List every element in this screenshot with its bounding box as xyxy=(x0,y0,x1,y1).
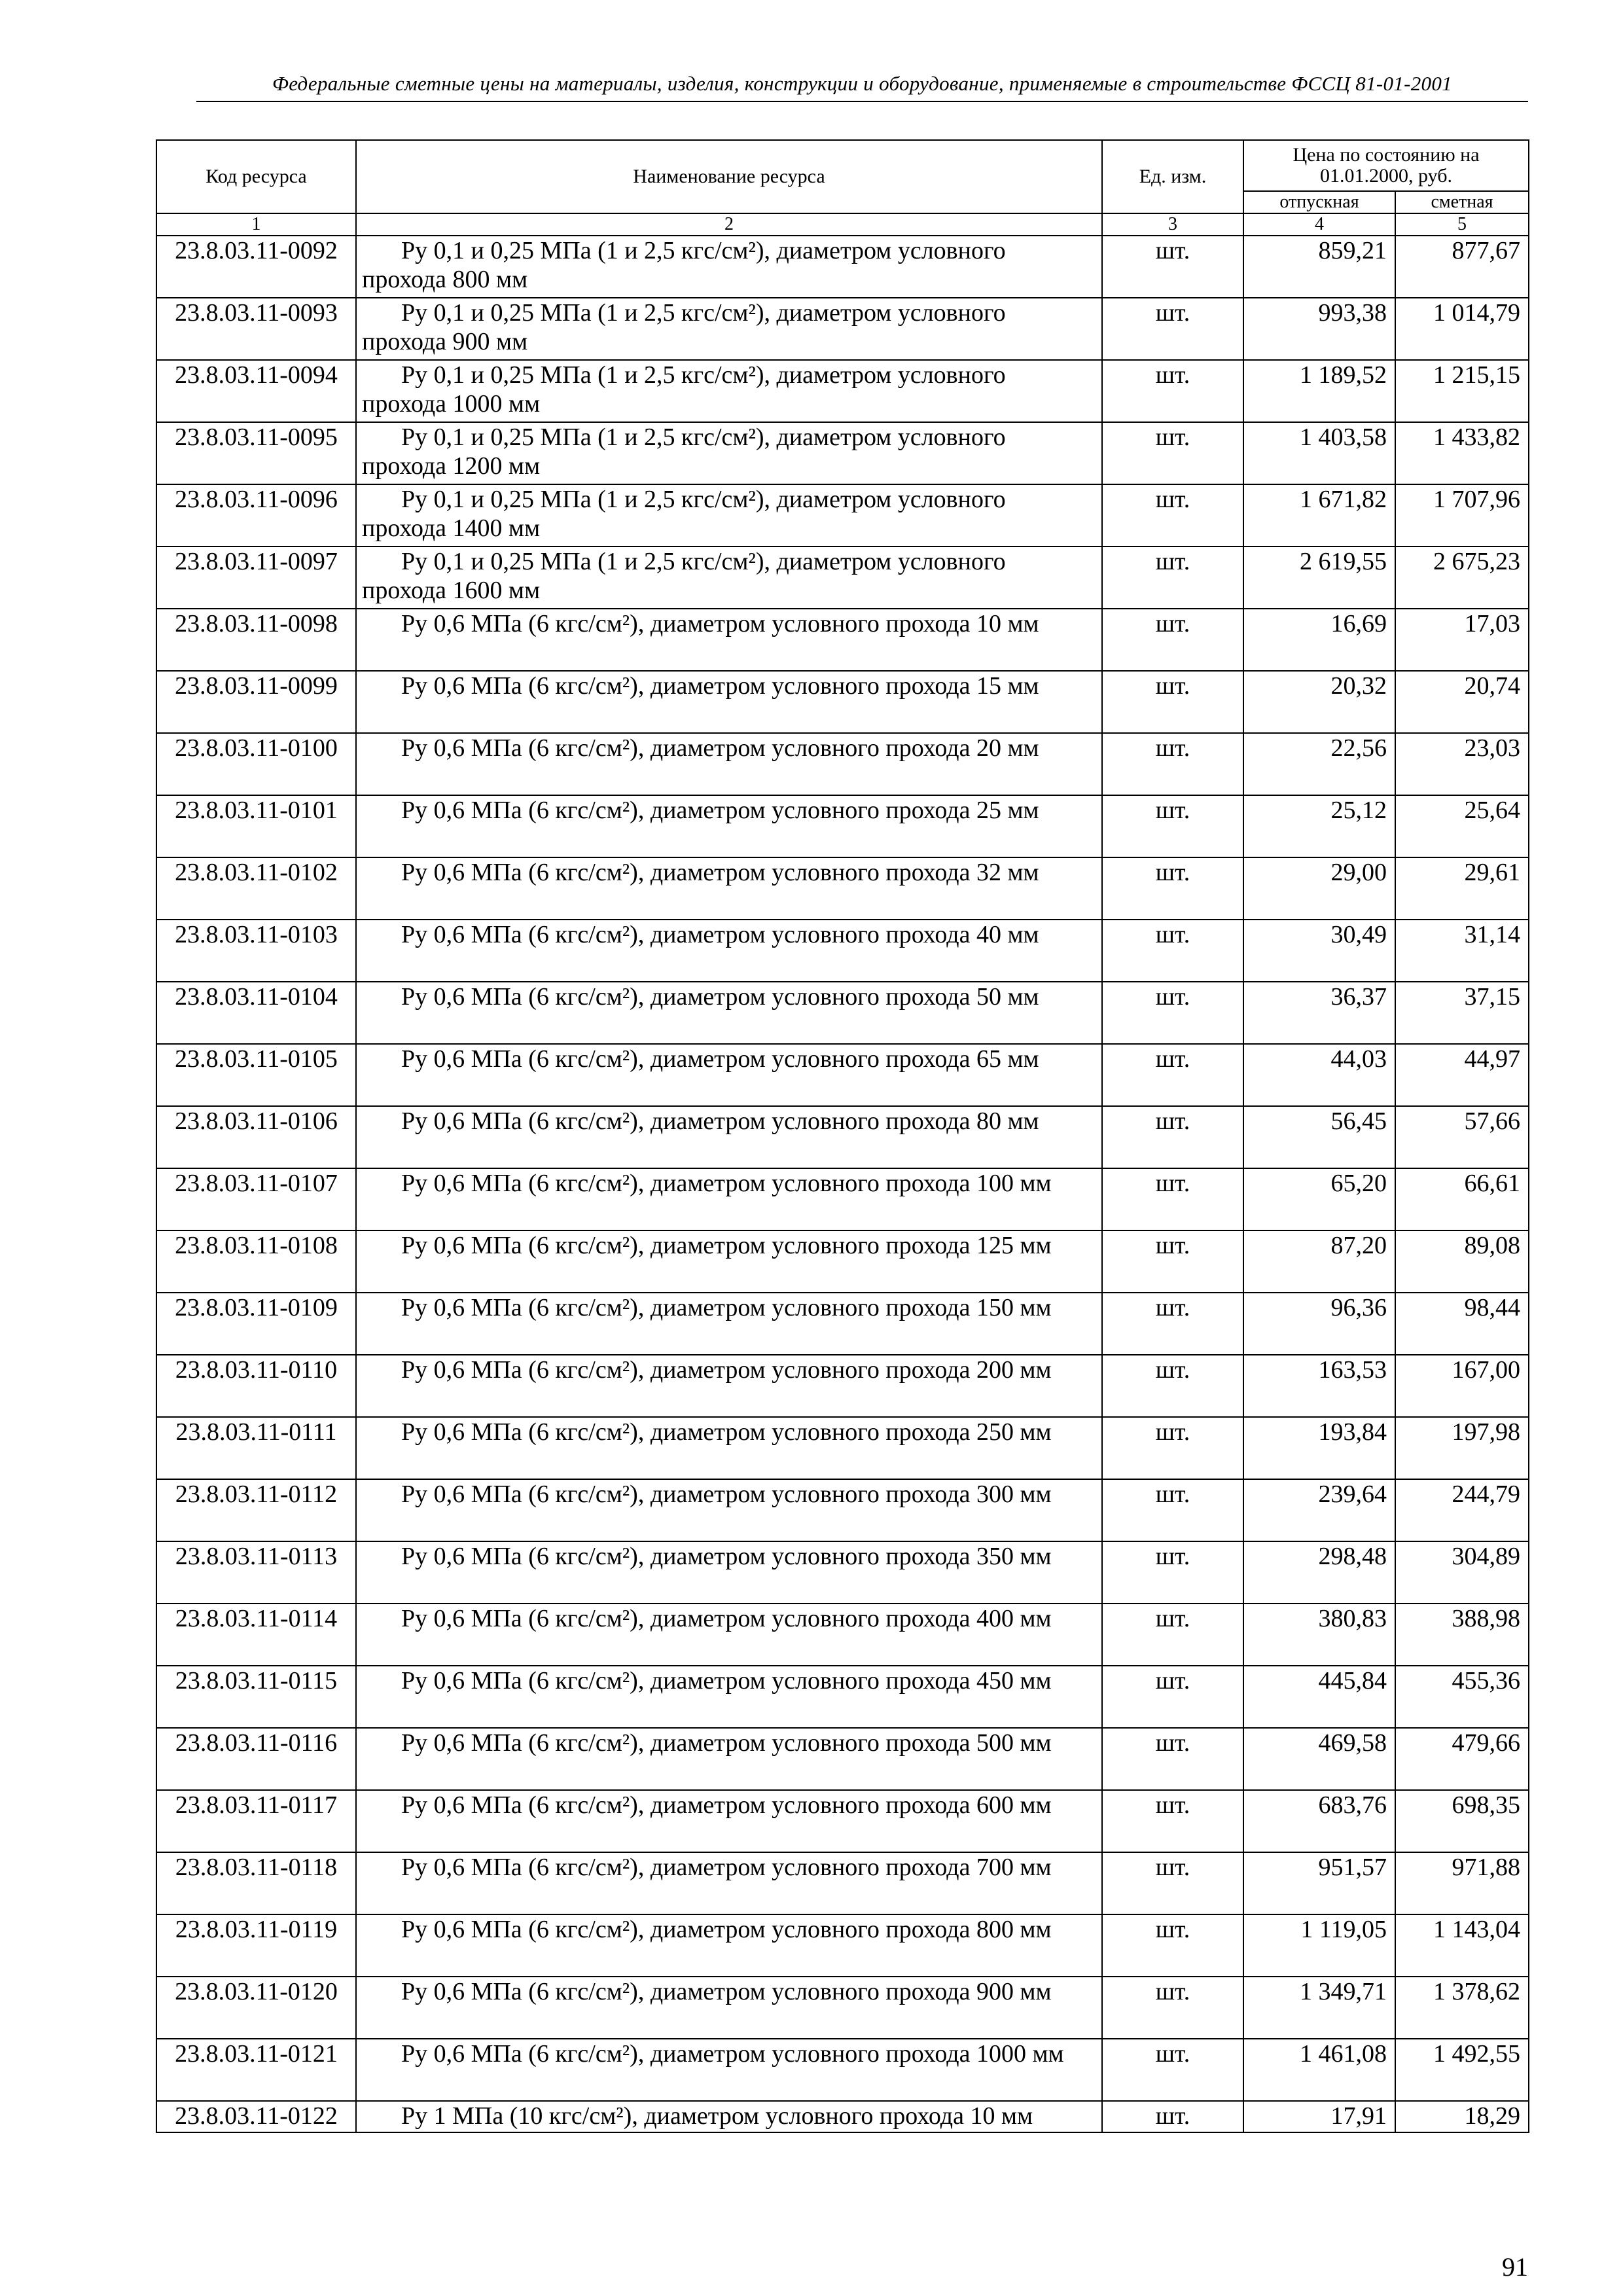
cell-unit: шт. xyxy=(1102,920,1243,982)
cell-code: 23.8.03.11-0116 xyxy=(156,1728,356,1790)
cell-name: Ру 0,6 МПа (6 кгс/см²), диаметром условного прохода 32 мм xyxy=(356,857,1102,920)
cell-name: Ру 0,6 МПа (6 кгс/см²), диаметром условного прохода 1000 мм xyxy=(356,2039,1102,2101)
cell-code: 23.8.03.11-0122 xyxy=(156,2101,356,2132)
cell-release-price: 163,53 xyxy=(1243,1355,1395,1417)
cell-release-price: 16,69 xyxy=(1243,609,1395,671)
col-header-unit: Ед. изм. xyxy=(1102,140,1243,213)
cell-code: 23.8.03.11-0099 xyxy=(156,671,356,733)
cell-code: 23.8.03.11-0098 xyxy=(156,609,356,671)
table-row xyxy=(156,1666,1529,1728)
cell-estimate-price: 2 675,23 xyxy=(1395,547,1529,609)
cell-estimate-price: 37,15 xyxy=(1395,982,1529,1044)
cell-release-price: 96,36 xyxy=(1243,1293,1395,1355)
cell-name: Ру 0,6 МПа (6 кгс/см²), диаметром условного прохода 700 мм xyxy=(356,1852,1102,1914)
table-row xyxy=(156,733,1529,795)
cell-unit: шт. xyxy=(1102,236,1243,298)
cell-estimate-price: 25,64 xyxy=(1395,795,1529,857)
cell-release-price: 29,00 xyxy=(1243,857,1395,920)
table-row xyxy=(156,422,1529,484)
cell-name: Ру 0,6 МПа (6 кгс/см²), диаметром условного прохода 10 мм xyxy=(356,609,1102,671)
table-row xyxy=(156,609,1529,671)
table-row xyxy=(156,1044,1529,1106)
table-row xyxy=(156,1417,1529,1479)
cell-release-price: 65,20 xyxy=(1243,1168,1395,1230)
cell-release-price: 44,03 xyxy=(1243,1044,1395,1106)
cell-name: Ру 0,1 и 0,25 МПа (1 и 2,5 кгс/см²), диаметром условного прохода 900 мм xyxy=(356,298,1102,360)
cell-release-price: 239,64 xyxy=(1243,1479,1395,1541)
cell-estimate-price: 17,03 xyxy=(1395,609,1529,671)
cell-estimate-price: 877,67 xyxy=(1395,236,1529,298)
cell-name: Ру 0,6 МПа (6 кгс/см²), диаметром условного прохода 400 мм xyxy=(356,1604,1102,1666)
col-number: 4 xyxy=(1243,213,1395,236)
cell-name: Ру 0,6 МПа (6 кгс/см²), диаметром условного прохода 65 мм xyxy=(356,1044,1102,1106)
cell-estimate-price: 244,79 xyxy=(1395,1479,1529,1541)
table-row xyxy=(156,1293,1529,1355)
table-row xyxy=(156,1790,1529,1852)
cell-unit: шт. xyxy=(1102,609,1243,671)
running-header: Федеральные сметные цены на материалы, изделия, конструкции и оборудование, применяемые в строительстве ФССЦ 81-01-2001 xyxy=(196,72,1528,102)
cell-name: Ру 0,1 и 0,25 МПа (1 и 2,5 кгс/см²), диаметром условного прохода 1200 мм xyxy=(356,422,1102,484)
col-number: 1 xyxy=(156,213,356,236)
cell-name: Ру 0,6 МПа (6 кгс/см²), диаметром условного прохода 125 мм xyxy=(356,1230,1102,1293)
cell-name: Ру 0,6 МПа (6 кгс/см²), диаметром условного прохода 50 мм xyxy=(356,982,1102,1044)
cell-release-price: 36,37 xyxy=(1243,982,1395,1044)
col-number: 2 xyxy=(356,213,1102,236)
cell-code: 23.8.03.11-0119 xyxy=(156,1914,356,1977)
cell-unit: шт. xyxy=(1102,982,1243,1044)
cell-estimate-price: 971,88 xyxy=(1395,1852,1529,1914)
cell-unit: шт. xyxy=(1102,1106,1243,1168)
cell-unit: шт. xyxy=(1102,857,1243,920)
cell-unit: шт. xyxy=(1102,422,1243,484)
cell-unit: шт. xyxy=(1102,1293,1243,1355)
cell-name: Ру 0,6 МПа (6 кгс/см²), диаметром условного прохода 15 мм xyxy=(356,671,1102,733)
table-row xyxy=(156,1977,1529,2039)
cell-name: Ру 0,6 МПа (6 кгс/см²), диаметром условного прохода 40 мм xyxy=(356,920,1102,982)
cell-estimate-price: 1 707,96 xyxy=(1395,484,1529,547)
cell-unit: шт. xyxy=(1102,1666,1243,1728)
cell-code: 23.8.03.11-0102 xyxy=(156,857,356,920)
cell-code: 23.8.03.11-0104 xyxy=(156,982,356,1044)
cell-name: Ру 0,1 и 0,25 МПа (1 и 2,5 кгс/см²), диаметром условного прохода 1400 мм xyxy=(356,484,1102,547)
cell-code: 23.8.03.11-0114 xyxy=(156,1604,356,1666)
cell-unit: шт. xyxy=(1102,484,1243,547)
table-row xyxy=(156,298,1529,360)
cell-code: 23.8.03.11-0120 xyxy=(156,1977,356,2039)
table-row xyxy=(156,920,1529,982)
cell-estimate-price: 1 143,04 xyxy=(1395,1914,1529,1977)
cell-unit: шт. xyxy=(1102,1417,1243,1479)
cell-code: 23.8.03.11-0096 xyxy=(156,484,356,547)
cell-name: Ру 0,6 МПа (6 кгс/см²), диаметром условного прохода 20 мм xyxy=(356,733,1102,795)
cell-code: 23.8.03.11-0109 xyxy=(156,1293,356,1355)
cell-estimate-price: 1 378,62 xyxy=(1395,1977,1529,2039)
col-header-price-group: Цена по состоянию на 01.01.2000, руб. xyxy=(1243,140,1529,191)
cell-code: 23.8.03.11-0115 xyxy=(156,1666,356,1728)
cell-release-price: 469,58 xyxy=(1243,1728,1395,1790)
cell-release-price: 298,48 xyxy=(1243,1541,1395,1604)
cell-release-price: 859,21 xyxy=(1243,236,1395,298)
cell-code: 23.8.03.11-0121 xyxy=(156,2039,356,2101)
cell-name: Ру 0,6 МПа (6 кгс/см²), диаметром условного прохода 900 мм xyxy=(356,1977,1102,2039)
cell-code: 23.8.03.11-0108 xyxy=(156,1230,356,1293)
cell-unit: шт. xyxy=(1102,1168,1243,1230)
cell-release-price: 1 461,08 xyxy=(1243,2039,1395,2101)
cell-release-price: 87,20 xyxy=(1243,1230,1395,1293)
cell-unit: шт. xyxy=(1102,1728,1243,1790)
cell-code: 23.8.03.11-0111 xyxy=(156,1417,356,1479)
cell-release-price: 2 619,55 xyxy=(1243,547,1395,609)
cell-code: 23.8.03.11-0094 xyxy=(156,360,356,422)
cell-unit: шт. xyxy=(1102,360,1243,422)
cell-estimate-price: 197,98 xyxy=(1395,1417,1529,1479)
cell-name: Ру 0,6 МПа (6 кгс/см²), диаметром условного прохода 80 мм xyxy=(356,1106,1102,1168)
cell-unit: шт. xyxy=(1102,298,1243,360)
cell-estimate-price: 1 433,82 xyxy=(1395,422,1529,484)
table-row xyxy=(156,1914,1529,1977)
table-row xyxy=(156,1852,1529,1914)
cell-release-price: 56,45 xyxy=(1243,1106,1395,1168)
table-row xyxy=(156,671,1529,733)
table-row xyxy=(156,1728,1529,1790)
cell-unit: шт. xyxy=(1102,1914,1243,1977)
cell-release-price: 993,38 xyxy=(1243,298,1395,360)
col-header-release: отпускная xyxy=(1243,191,1395,213)
cell-release-price: 1 403,58 xyxy=(1243,422,1395,484)
cell-release-price: 951,57 xyxy=(1243,1852,1395,1914)
cell-unit: шт. xyxy=(1102,2039,1243,2101)
cell-release-price: 22,56 xyxy=(1243,733,1395,795)
cell-code: 23.8.03.11-0100 xyxy=(156,733,356,795)
table-row xyxy=(156,982,1529,1044)
cell-code: 23.8.03.11-0117 xyxy=(156,1790,356,1852)
cell-estimate-price: 89,08 xyxy=(1395,1230,1529,1293)
cell-code: 23.8.03.11-0106 xyxy=(156,1106,356,1168)
cell-code: 23.8.03.11-0103 xyxy=(156,920,356,982)
cell-name: Ру 1 МПа (10 кгс/см²), диаметром условного прохода 10 мм xyxy=(356,2101,1102,2132)
cell-estimate-price: 388,98 xyxy=(1395,1604,1529,1666)
cell-code: 23.8.03.11-0093 xyxy=(156,298,356,360)
page-number: 91 xyxy=(1502,2252,1528,2282)
cell-estimate-price: 44,97 xyxy=(1395,1044,1529,1106)
table-row xyxy=(156,1479,1529,1541)
cell-release-price: 17,91 xyxy=(1243,2101,1395,2132)
cell-name: Ру 0,1 и 0,25 МПа (1 и 2,5 кгс/см²), диаметром условного прохода 1600 мм xyxy=(356,547,1102,609)
table-row xyxy=(156,1106,1529,1168)
cell-code: 23.8.03.11-0095 xyxy=(156,422,356,484)
cell-name: Ру 0,1 и 0,25 МПа (1 и 2,5 кгс/см²), диаметром условного прохода 800 мм xyxy=(356,236,1102,298)
cell-code: 23.8.03.11-0110 xyxy=(156,1355,356,1417)
cell-code: 23.8.03.11-0112 xyxy=(156,1479,356,1541)
cell-unit: шт. xyxy=(1102,1541,1243,1604)
cell-unit: шт. xyxy=(1102,2101,1243,2132)
cell-name: Ру 0,1 и 0,25 МПа (1 и 2,5 кгс/см²), диаметром условного прохода 1000 мм xyxy=(356,360,1102,422)
col-header-name: Наименование ресурса xyxy=(356,140,1102,213)
cell-unit: шт. xyxy=(1102,1479,1243,1541)
cell-estimate-price: 698,35 xyxy=(1395,1790,1529,1852)
cell-name: Ру 0,6 МПа (6 кгс/см²), диаметром условного прохода 100 мм xyxy=(356,1168,1102,1230)
cell-estimate-price: 66,61 xyxy=(1395,1168,1529,1230)
cell-name: Ру 0,6 МПа (6 кгс/см²), диаметром условного прохода 300 мм xyxy=(356,1479,1102,1541)
cell-unit: шт. xyxy=(1102,1355,1243,1417)
price-table xyxy=(156,139,1529,2133)
cell-code: 23.8.03.11-0101 xyxy=(156,795,356,857)
table-row xyxy=(156,2101,1529,2132)
cell-name: Ру 0,6 МПа (6 кгс/см²), диаметром условного прохода 450 мм xyxy=(356,1666,1102,1728)
table-row xyxy=(156,1230,1529,1293)
cell-code: 23.8.03.11-0105 xyxy=(156,1044,356,1106)
table-row xyxy=(156,857,1529,920)
col-number: 5 xyxy=(1395,213,1529,236)
cell-estimate-price: 479,66 xyxy=(1395,1728,1529,1790)
cell-estimate-price: 1 014,79 xyxy=(1395,298,1529,360)
table-row xyxy=(156,1168,1529,1230)
cell-name: Ру 0,6 МПа (6 кгс/см²), диаметром условного прохода 800 мм xyxy=(356,1914,1102,1977)
cell-estimate-price: 20,74 xyxy=(1395,671,1529,733)
cell-code: 23.8.03.11-0107 xyxy=(156,1168,356,1230)
cell-estimate-price: 18,29 xyxy=(1395,2101,1529,2132)
cell-unit: шт. xyxy=(1102,1852,1243,1914)
cell-name: Ру 0,6 МПа (6 кгс/см²), диаметром условного прохода 500 мм xyxy=(356,1728,1102,1790)
table-row xyxy=(156,795,1529,857)
cell-unit: шт. xyxy=(1102,547,1243,609)
cell-release-price: 20,32 xyxy=(1243,671,1395,733)
cell-name: Ру 0,6 МПа (6 кгс/см²), диаметром условного прохода 350 мм xyxy=(356,1541,1102,1604)
cell-release-price: 1 349,71 xyxy=(1243,1977,1395,2039)
cell-code: 23.8.03.11-0113 xyxy=(156,1541,356,1604)
cell-code: 23.8.03.11-0097 xyxy=(156,547,356,609)
cell-estimate-price: 304,89 xyxy=(1395,1541,1529,1604)
cell-release-price: 1 189,52 xyxy=(1243,360,1395,422)
cell-release-price: 1 119,05 xyxy=(1243,1914,1395,1977)
cell-estimate-price: 1 215,15 xyxy=(1395,360,1529,422)
table-row xyxy=(156,236,1529,298)
cell-estimate-price: 455,36 xyxy=(1395,1666,1529,1728)
cell-release-price: 1 671,82 xyxy=(1243,484,1395,547)
cell-code: 23.8.03.11-0092 xyxy=(156,236,356,298)
cell-unit: шт. xyxy=(1102,1044,1243,1106)
col-header-estimate: сметная xyxy=(1395,191,1529,213)
cell-release-price: 380,83 xyxy=(1243,1604,1395,1666)
table-row xyxy=(156,484,1529,547)
cell-name: Ру 0,6 МПа (6 кгс/см²), диаметром условного прохода 200 мм xyxy=(356,1355,1102,1417)
table-row xyxy=(156,360,1529,422)
table-row xyxy=(156,547,1529,609)
cell-name: Ру 0,6 МПа (6 кгс/см²), диаметром условного прохода 250 мм xyxy=(356,1417,1102,1479)
cell-release-price: 30,49 xyxy=(1243,920,1395,982)
cell-name: Ру 0,6 МПа (6 кгс/см²), диаметром условного прохода 150 мм xyxy=(356,1293,1102,1355)
cell-unit: шт. xyxy=(1102,1604,1243,1666)
table-row xyxy=(156,1604,1529,1666)
cell-estimate-price: 167,00 xyxy=(1395,1355,1529,1417)
table-row xyxy=(156,1541,1529,1604)
cell-estimate-price: 57,66 xyxy=(1395,1106,1529,1168)
table-row xyxy=(156,1355,1529,1417)
cell-unit: шт. xyxy=(1102,795,1243,857)
cell-release-price: 683,76 xyxy=(1243,1790,1395,1852)
cell-estimate-price: 1 492,55 xyxy=(1395,2039,1529,2101)
cell-estimate-price: 29,61 xyxy=(1395,857,1529,920)
cell-unit: шт. xyxy=(1102,671,1243,733)
cell-release-price: 25,12 xyxy=(1243,795,1395,857)
cell-estimate-price: 23,03 xyxy=(1395,733,1529,795)
table-row xyxy=(156,2039,1529,2101)
cell-release-price: 445,84 xyxy=(1243,1666,1395,1728)
cell-name: Ру 0,6 МПа (6 кгс/см²), диаметром условного прохода 25 мм xyxy=(356,795,1102,857)
table-body xyxy=(156,236,1529,2132)
col-number: 3 xyxy=(1102,213,1243,236)
cell-unit: шт. xyxy=(1102,1230,1243,1293)
col-header-code: Код ресурса xyxy=(156,140,356,213)
cell-release-price: 193,84 xyxy=(1243,1417,1395,1479)
cell-unit: шт. xyxy=(1102,1790,1243,1852)
cell-name: Ру 0,6 МПа (6 кгс/см²), диаметром условного прохода 600 мм xyxy=(356,1790,1102,1852)
cell-code: 23.8.03.11-0118 xyxy=(156,1852,356,1914)
cell-estimate-price: 31,14 xyxy=(1395,920,1529,982)
cell-unit: шт. xyxy=(1102,1977,1243,2039)
cell-unit: шт. xyxy=(1102,733,1243,795)
cell-estimate-price: 98,44 xyxy=(1395,1293,1529,1355)
